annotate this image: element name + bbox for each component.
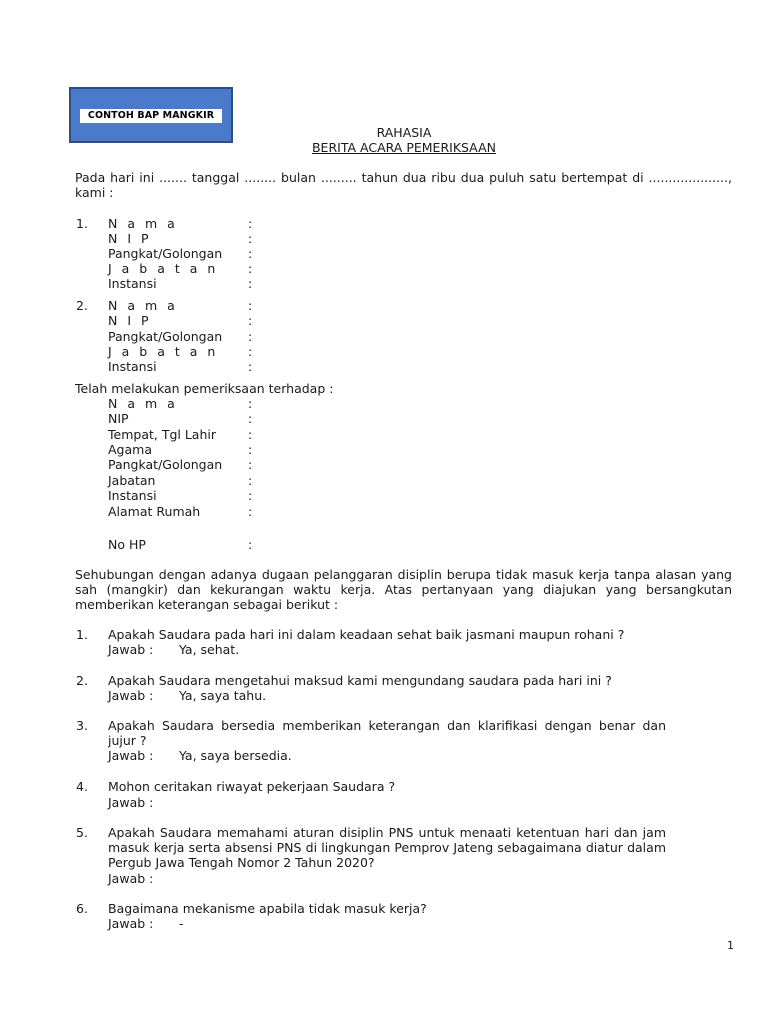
phone-label: No HP [108,537,146,552]
person-1-rank-label: Pangkat/Golongan [108,246,223,261]
person-1-colon: : [248,246,253,261]
person-2-colon: : [248,329,253,344]
question-2-number: 2. [76,673,88,688]
person-1-number: 1. [76,216,88,231]
question-1-text: Apakah Saudara pada hari ini dalam keadaan sehat baik jasmani maupun rohani ? [108,627,625,642]
examined-heading: Telah melakukan pemeriksaan terhadap : [75,381,334,396]
examined-colon: : [248,457,253,472]
person-1-position-label: J a b a t a n [108,261,219,276]
question-1-answer-label: Jawab : [108,642,154,657]
examined-position-label: Jabatan [108,473,156,488]
question-3-text: Apakah Saudara bersedia memberikan keterangan dan klarifikasi dengan benar dan jujur ? [108,718,666,749]
person-1-agency-label: Instansi [108,276,157,291]
page-number: 1 [727,939,734,952]
question-3-answer: Ya, saya bersedia. [179,748,292,763]
examined-colon: : [248,396,253,411]
person-2-number: 2. [76,298,88,313]
question-6-answer-label: Jawab : [108,916,154,931]
question-6-number: 6. [76,901,88,916]
person-2-position-label: J a b a t a n [108,344,219,359]
person-2-name-label: N a m a [108,298,178,313]
examined-colon: : [248,411,253,426]
question-2-answer-label: Jawab : [108,688,154,703]
question-3-answer-label: Jawab : [108,748,154,763]
person-1-colon: : [248,276,253,291]
context-paragraph: Sehubungan dengan adanya dugaan pelanggaran disiplin berupa tidak masuk kerja tanpa alasan yang sah (mangkir) dan kekurangan waktu kerja. Atas pertanyaan yang diajukan yang bersangkutan memberikan keterangan sebagai berikut : [75,567,732,613]
examined-address-label: Alamat Rumah [108,504,201,519]
person-2-colon: : [248,344,253,359]
examined-colon: : [248,473,253,488]
person-1-colon: : [248,231,253,246]
person-1-name-label: N a m a [108,216,178,231]
question-4-text: Mohon ceritakan riwayat pekerjaan Saudara ? [108,779,396,794]
examined-colon: : [248,442,253,457]
person-1-colon: : [248,261,253,276]
examined-religion-label: Agama [108,442,152,457]
question-6-answer: - [179,916,184,931]
examined-agency-label: Instansi [108,488,157,503]
person-2-colon: : [248,313,253,328]
intro-paragraph: Pada hari ini ....... tanggal ........ bulan ......... tahun dua ribu dua puluh satu bertempat di ...................., kami : [75,170,732,201]
question-6-text: Bagaimana mekanisme apabila tidak masuk kerja? [108,901,427,916]
question-5-number: 5. [76,825,88,840]
examined-colon: : [248,488,253,503]
person-2-agency-label: Instansi [108,359,157,374]
question-4-answer-label: Jawab : [108,795,154,810]
question-4-number: 4. [76,779,88,794]
examined-colon: : [248,427,253,442]
examined-nip-label: NIP [108,411,129,426]
question-1-number: 1. [76,627,88,642]
examined-rank-label: Pangkat/Golongan [108,457,223,472]
person-1-colon: : [248,216,253,231]
question-1-answer: Ya, sehat. [179,642,240,657]
question-3-number: 3. [76,718,88,733]
question-2-text: Apakah Saudara mengetahui maksud kami mengundang saudara pada hari ini ? [108,673,612,688]
question-5-answer-label: Jawab : [108,871,154,886]
phone-colon: : [248,537,253,552]
person-2-colon: : [248,359,253,374]
examined-birth-label: Tempat, Tgl Lahir [108,427,216,442]
person-2-colon: : [248,298,253,313]
examined-colon: : [248,504,253,519]
sample-badge-label: CONTOH BAP MANGKIR [80,109,222,123]
person-1-nip-label: N I P [108,231,152,246]
person-2-rank-label: Pangkat/Golongan [108,329,223,344]
examined-name-label: N a m a [108,396,178,411]
question-2-answer: Ya, saya tahu. [179,688,267,703]
confidential-heading: RAHASIA [376,125,432,140]
question-5-text: Apakah Saudara memahami aturan disiplin PNS untuk menaati ketentuan hari dan jam masuk kerja serta absensi PNS di lingkungan Pemprov Jateng sebagaimana diatur dalam Pergub Jawa Tengah Nomor 2 Tahun 2020? [108,825,666,871]
person-2-nip-label: N I P [108,313,152,328]
document-title: BERITA ACARA PEMERIKSAAN [311,140,496,155]
